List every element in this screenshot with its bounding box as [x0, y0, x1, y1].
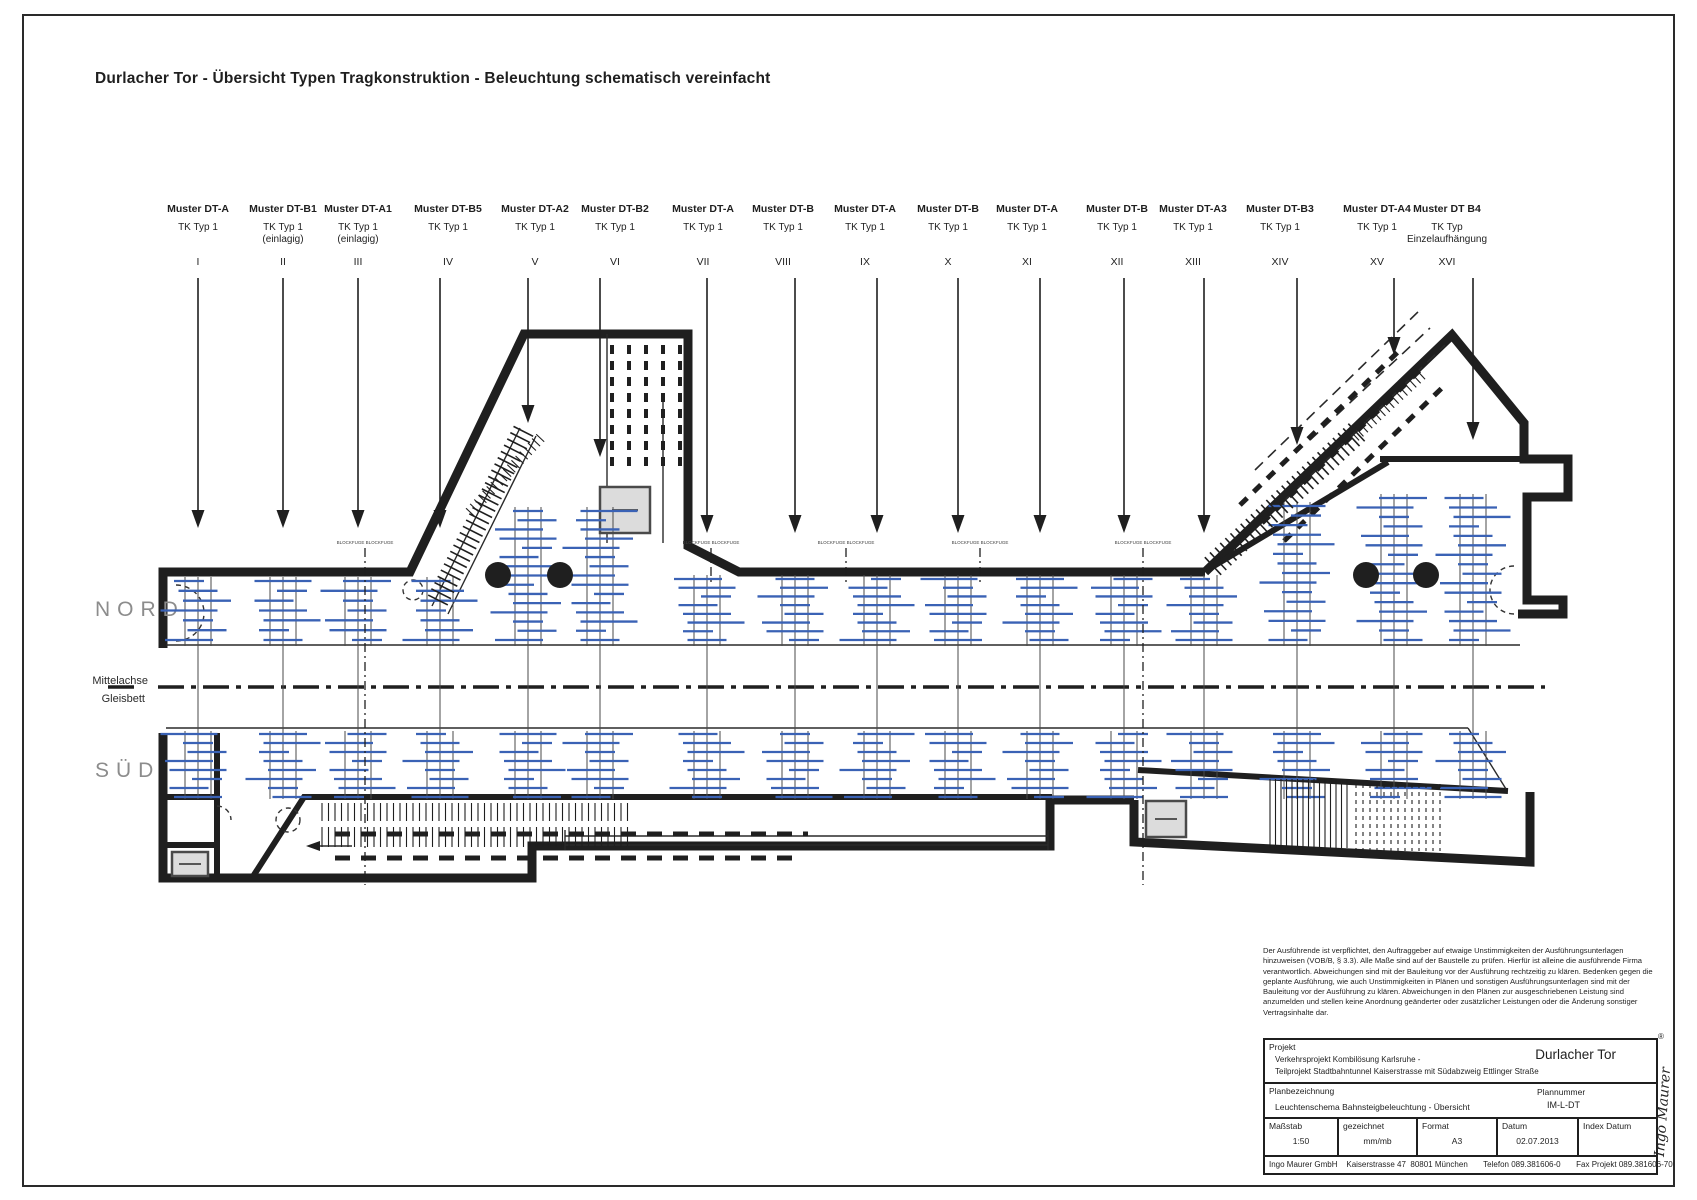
position-numeral: VIII	[775, 256, 791, 268]
leader-arrow-I	[192, 278, 205, 528]
massstab-label: Maßstab	[1269, 1121, 1303, 1131]
index-datum-label: Index Datum	[1583, 1121, 1632, 1131]
projekt-line1: Verkehrsprojekt Kombilösung Karlsruhe -	[1275, 1055, 1421, 1064]
position-numeral: XVI	[1438, 256, 1456, 268]
projekt-line2: Teilprojekt Stadtbahntunnel Kaiserstrasse mit Südabzweig Ettlinger Straße	[1275, 1067, 1539, 1076]
planbezeichnung-label: Planbezeichnung	[1269, 1086, 1335, 1096]
leader-arrow-V	[522, 278, 535, 423]
door-swing-arcs	[176, 566, 1514, 832]
projekt-label: Projekt	[1269, 1042, 1296, 1052]
position-numeral: XIV	[1271, 256, 1289, 268]
muster-type-label: Muster DT-A4	[1343, 203, 1411, 215]
leader-arrow-XI	[1034, 278, 1047, 533]
leader-arrow-VII	[701, 278, 714, 533]
registered-mark: ®	[1658, 1032, 1664, 1041]
muster-type-label: Muster DT-B	[752, 203, 814, 215]
stair-hatch	[1205, 424, 1365, 575]
titleblock-meta-row	[1265, 1117, 1656, 1155]
leader-arrow-II	[277, 278, 290, 528]
muster-type-label: Muster DT-A	[996, 203, 1058, 215]
tk-typ-label: TK Typ 1	[515, 222, 555, 233]
position-numeral: IV	[443, 256, 453, 268]
svg-text:BLOCKFUGE BLOCKFUGE: BLOCKFUGE BLOCKFUGE	[1114, 540, 1172, 545]
position-numeral: II	[280, 256, 286, 268]
elevators	[172, 487, 1186, 876]
datum-value: 02.07.2013	[1516, 1136, 1559, 1146]
sued-label: SÜD	[95, 759, 161, 782]
stair-hatch-bottom-right	[1270, 779, 1440, 851]
muster-type-label: Muster DT-B2	[581, 203, 649, 215]
svg-text:BLOCKFUGE BLOCKFUGE: BLOCKFUGE BLOCKFUGE	[817, 540, 875, 545]
titleblock-project-row	[1265, 1040, 1656, 1082]
muster-type-label: Muster DT-A	[834, 203, 896, 215]
disclaimer-text: Der Ausführende ist verpflichtet, den Auftraggeber auf etwaige Unstimmigkeiten der Ausführungsunterlagen hinzuweisen (VOB/B, § 3.3). Alle Maße sind auf der Baustelle zu prüfen. Hierfür ist alleine die ausführende Firma verantwortlich. Abweichungen sind mit der Bauleitung vor der Ausführung rechtzeitig zu klären. Bedenken gegen die geplante Ausführung, wie auch Unstimmigkeiten in Plänen und sonstigen Ausführungsunterlagen sind mit der Bauleitung vor der Ausführung zu klären. Abweichungen in den Plänen zur ausgeschriebenen Leistung sind anzumelden und stellen keine Anordnung geänderter oder zusätzlicher Leistungen oder die Änderung sonstiger Vertragsinhalte dar.	[1263, 946, 1653, 1017]
mittelachse-label: Mittelachse	[92, 675, 148, 687]
titleblock-footer-row	[1265, 1155, 1673, 1173]
plan-dynamic-layer	[161, 278, 1511, 885]
gleisbett-label: Gleisbett	[101, 693, 145, 705]
plan-labels	[92, 598, 184, 782]
planbezeichnung-value: Leuchtenschema Bahnsteigbeleuchtung - Übersicht	[1275, 1102, 1470, 1112]
muster-type-label: Muster DT-A	[167, 203, 229, 215]
tk-typ-label: TK Typ 1	[263, 222, 303, 233]
position-numeral: XI	[1022, 256, 1032, 268]
datum-label: Datum	[1502, 1121, 1528, 1131]
svg-text:BLOCKFUGE BLOCKFUGE: BLOCKFUGE BLOCKFUGE	[682, 540, 740, 545]
tk-typ-label: TK Typ 1	[178, 222, 218, 233]
position-numeral: VII	[696, 256, 710, 268]
tk-typ-label: TK Typ 1	[845, 222, 885, 233]
leader-arrow-VI	[594, 278, 607, 457]
format-label: Format	[1422, 1121, 1449, 1131]
position-numeral: IX	[860, 256, 870, 268]
light-cluster-V	[491, 507, 566, 799]
gezeichnet-value: mm/mb	[1363, 1136, 1392, 1146]
position-numeral: VI	[610, 256, 620, 268]
format-value: A3	[1451, 1136, 1463, 1146]
leader-arrow-XII	[1118, 278, 1131, 533]
position-numeral: XIII	[1185, 256, 1201, 268]
light-cluster-XV	[1357, 494, 1432, 799]
muster-type-label: Muster DT-B	[1086, 203, 1148, 215]
format-cell	[1416, 1119, 1496, 1155]
tk-typ-sub-label: (einlagig)	[337, 234, 379, 245]
gezeichnet-cell	[1337, 1119, 1416, 1155]
titleblock-plan-row	[1265, 1082, 1656, 1117]
position-numeral: XII	[1110, 256, 1124, 268]
muster-type-label: Muster DT-B	[917, 203, 979, 215]
project-name: Durlacher Tor	[1535, 1047, 1616, 1062]
massstab-cell	[1265, 1119, 1337, 1155]
tk-typ-label: TK Typ 1	[1173, 222, 1213, 233]
tk-typ-sub-label: Einzelaufhängung	[1406, 234, 1488, 245]
stair-direction-arrow	[306, 841, 320, 851]
tk-typ-label: TK Typ 1	[338, 222, 378, 233]
muster-type-label: Muster DT B4	[1413, 203, 1481, 215]
muster-type-label: Muster DT-A2	[501, 203, 569, 215]
structural-column	[1413, 562, 1439, 588]
muster-type-label: Muster DT-B5	[414, 203, 482, 215]
tk-typ-label: TK Typ 1	[595, 222, 635, 233]
light-cluster-IV	[403, 577, 478, 799]
plannummer-label: Plannummer	[1537, 1087, 1586, 1097]
light-cluster-XIV	[1260, 502, 1335, 799]
position-numeral: I	[196, 256, 200, 268]
leader-arrow-XIV	[1291, 278, 1304, 445]
signature-area	[1652, 1032, 1674, 1182]
leader-arrow-XV	[1388, 278, 1401, 355]
muster-type-label: Muster DT-B1	[249, 203, 317, 215]
signature: Ingo Maurer	[1651, 1066, 1675, 1158]
massstab-value: 1:50	[1292, 1136, 1310, 1146]
tk-typ-label: TK Typ 1	[683, 222, 723, 233]
tk-typ-label: TK Typ 1	[1357, 222, 1397, 233]
stair-hatch-bottom-left	[322, 803, 628, 847]
structural-column	[1353, 562, 1379, 588]
position-numeral: X	[944, 256, 952, 268]
light-cluster-XVI	[1436, 494, 1511, 799]
plannummer-value: IM-L-DT	[1547, 1100, 1580, 1110]
tk-typ-label: TK Typ	[1431, 222, 1463, 233]
svg-text:BLOCKFUGE BLOCKFUGE: BLOCKFUGE BLOCKFUGE	[951, 540, 1009, 545]
datum-cell	[1496, 1119, 1577, 1155]
leader-arrow-III	[352, 278, 365, 528]
company-footer: Ingo Maurer GmbH Kaiserstrasse 47 80801 München Telefon 089.381606-0 Fax Projekt 089.381606-70	[1269, 1160, 1673, 1169]
tk-typ-sub-label: (einlagig)	[262, 234, 304, 245]
leader-arrow-XIII	[1198, 278, 1211, 533]
muster-type-label: Muster DT-A3	[1159, 203, 1227, 215]
muster-type-label: Muster DT-A1	[324, 203, 392, 215]
position-numeral: XV	[1369, 256, 1384, 268]
position-numeral: V	[531, 256, 539, 268]
leader-arrow-VIII	[789, 278, 802, 533]
structural-column	[485, 562, 511, 588]
stair-hatch	[1351, 370, 1425, 440]
tk-typ-label: TK Typ 1	[1097, 222, 1137, 233]
index-datum-cell	[1577, 1119, 1656, 1155]
muster-type-label: Muster DT-A	[672, 203, 734, 215]
title-block	[1263, 1038, 1673, 1175]
svg-text:BLOCKFUGE BLOCKFUGE: BLOCKFUGE BLOCKFUGE	[336, 540, 394, 545]
tk-typ-label: TK Typ 1	[1260, 222, 1300, 233]
position-numeral: III	[353, 256, 363, 268]
leader-arrow-IX	[871, 278, 884, 533]
muster-type-label: Muster DT-B3	[1246, 203, 1314, 215]
light-cluster-VI	[563, 507, 638, 799]
tk-typ-label: TK Typ 1	[1007, 222, 1047, 233]
gezeichnet-label: gezeichnet	[1343, 1121, 1385, 1131]
tk-typ-label: TK Typ 1	[928, 222, 968, 233]
platform-edges	[108, 645, 1545, 789]
leader-arrow-X	[952, 278, 965, 533]
tk-typ-label: TK Typ 1	[763, 222, 803, 233]
structural-column	[547, 562, 573, 588]
tk-typ-label: TK Typ 1	[428, 222, 468, 233]
nord-label: NORD	[95, 598, 185, 621]
drawing-title: Durlacher Tor - Übersicht Typen Tragkonstruktion - Beleuchtung schematisch vereinfacht	[95, 70, 771, 87]
